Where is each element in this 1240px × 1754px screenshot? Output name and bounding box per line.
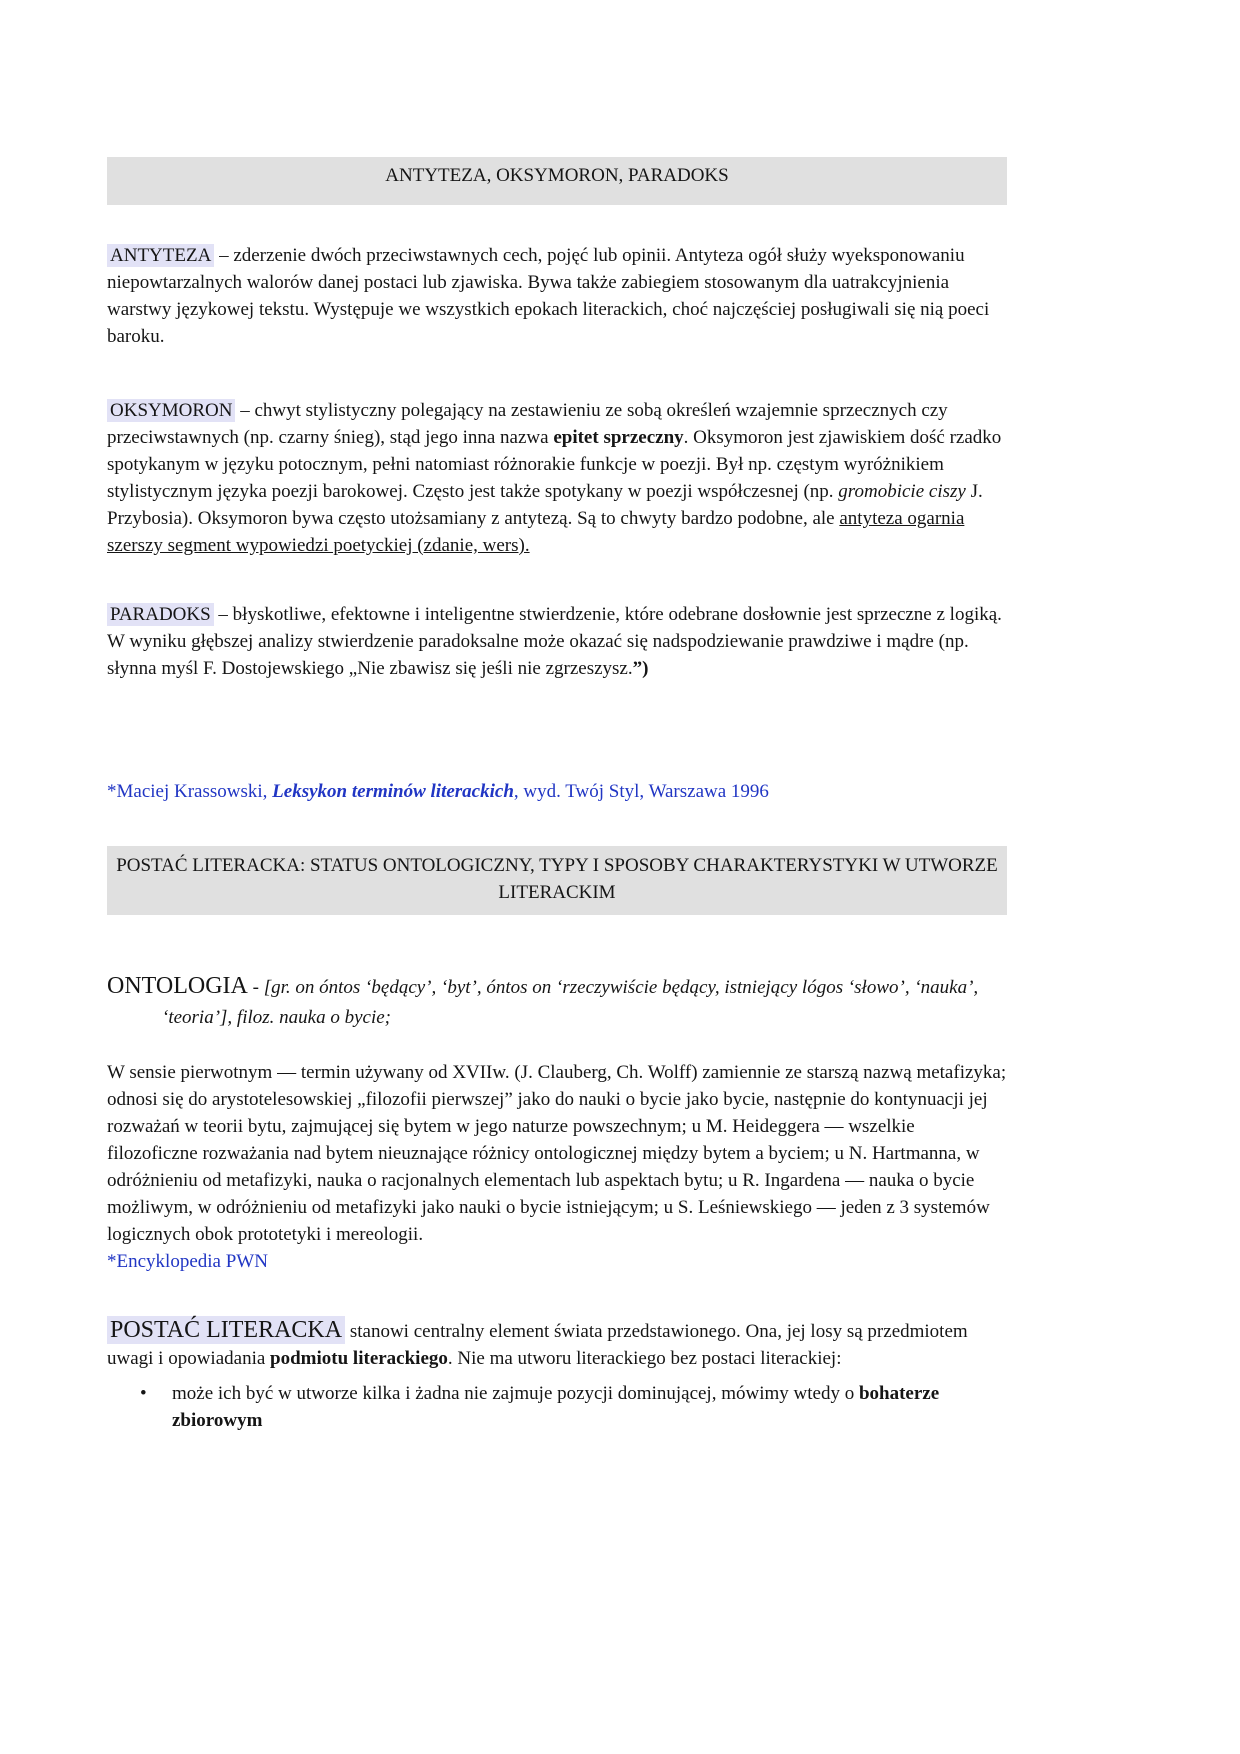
bullet-icon: • [140, 1383, 147, 1404]
oksymoron-bold-epitet: epitet sprzeczny [553, 427, 684, 448]
citation-krassowski-prefix: *Maciej Krassowski, [107, 781, 273, 802]
ontologia-definition-text: [gr. on óntos ‘będący’, ‘byt’, óntos on ‘rzeczywiście będący, istniejący lógos ‘słowo’, ‘nauka’, ‘teoria’], filoz. nauka o bycie; [162, 977, 979, 1028]
term-ontologia: ONTOLOGIA [107, 973, 248, 999]
citation-encyklopedia-pwn [107, 1248, 1007, 1275]
paragraph-ontologia-body [107, 1059, 1007, 1248]
bullet-item-text [172, 1380, 1007, 1434]
antyteza-body: – zderzenie dwóch przeciwstawnych cech, pojęć lub opinii. Antyteza ogół służy wyeksponowaniu niepowtarzalnych walorów danej postaci lub zjawiska. Bywa także zabiegiem stosowanym dla uatrakcyjnienia warstwy językowej tekstu. Występuje we wszystkich epokach literackich, choć najczęściej posługiwali się nią poeci baroku. [107, 245, 990, 347]
term-oksymoron: OKSYMORON [107, 399, 235, 422]
paragraph-oksymoron [107, 397, 1007, 559]
citation-pwn-text: *Encyklopedia PWN [107, 1251, 268, 1272]
postac-body-1: stanowi centralny element świata przedstawionego. Ona, jej losy są przedmiotem uwagi i opowiadania [107, 1321, 968, 1369]
section-header-tropes [107, 157, 1007, 205]
bullet-item-bohater-zbiorowy [107, 1380, 1007, 1434]
paradoks-body: – błyskotliwe, efektowne i inteligentne stwierdzenie, które odebrane dosłownie jest sprzeczne z logiką. W wyniku głębszej analizy stwierdzenie paradoksalne może okazać się nadspodziewanie prawdziwe i mądre (np. słynna myśl F. Dostojewskiego „Nie zbawisz się jeśli nie zgrzeszysz. [107, 604, 1002, 679]
oksymoron-body-2: . Oksymoron jest zjawiskiem dość rzadko spotykanym w języku potocznym, pełni natomiast różnorakie funkcje w poezji. Był np. częstym wyróżnikiem stylistycznym języka poezji barokowej. Często jest także spotykany w poezji współczesnej (np. [107, 427, 1002, 502]
oksymoron-underlined-clause: antyteza ogarnia szerszy segment wypowiedzi poetyckiej (zdanie, wers). [107, 508, 965, 556]
bullet-body-1: może ich być w utworze kilka i żadna nie zajmuje pozycji dominującej, mówimy wtedy o [172, 1383, 859, 1404]
paragraph-ontologia-definition [107, 971, 1007, 1033]
citation-krassowski [107, 778, 1007, 805]
oksymoron-body-1: – chwyt stylistyczny polegający na zestawieniu ze sobą określeń wzajemnie sprzecznych czy przeciwstawnych (np. czarny śnieg), stąd jego inna nazwa [107, 400, 948, 448]
term-antyteza: ANTYTEZA [107, 244, 214, 267]
document-content [107, 157, 1007, 1434]
citation-krassowski-book-title: Leksykon terminów literackich [272, 781, 514, 802]
paragraph-paradoks [107, 601, 1007, 682]
term-postac-literacka: POSTAĆ LITERACKA [107, 1316, 345, 1344]
ontologia-separator: - [247, 977, 264, 998]
postac-bold-podmiot: podmiotu literackiego [270, 1348, 448, 1369]
citation-krassowski-suffix: , wyd. Twój Styl, Warszawa 1996 [513, 781, 769, 802]
term-paradoks: PARADOKS [107, 603, 214, 626]
section-header-postac-literacka [107, 846, 1007, 915]
oksymoron-body-3: J. Przybosia). Oksymoron bywa często utożsamiany z antytezą. Są to chwyty bardzo podobne, ale [107, 481, 983, 529]
paradoks-closing-quote: ”) [632, 658, 649, 679]
oksymoron-italic-gromobicie: gromobicie ciszy [838, 481, 966, 502]
section-header-postac-title: POSTAĆ LITERACKA: STATUS ONTOLOGICZNY, TYPY I SPOSOBY CHARAKTERYSTYKI W UTWORZE LITERACKIM [116, 855, 998, 903]
section-header-tropes-title: ANTYTEZA, OKSYMORON, PARADOKS [385, 165, 729, 186]
bullet-bold-bohater: bohaterze zbiorowym [172, 1383, 940, 1431]
paragraph-antyteza [107, 242, 1007, 350]
paragraph-postac-literacka [107, 1317, 1007, 1372]
ontologia-body-text: W sensie pierwotnym — termin używany od XVIIw. (J. Clauberg, Ch. Wolff) zamiennie ze starszą nazwą metafizyka; odnosi się do arystotelesowskiej „filozofii pierwszej” jako do nauki o bycie jako bycie, następnie do kontynuacji jej rozważań w teorii bytu, zajmującej się bytem w jego naturze powszechnym; u M. Heideggera — wszelkie filozoficzne rozważania nad bytem nieuznające różnicy ontologicznej między bytem a byciem; u N. Hartmanna, w odróżnieniu od metafizyki, nauka o racjonalnych elementach lub aspektach bytu; u R. Ingardena — nauka o bycie możliwym, w odróżnieniu od metafizyki jako nauki o bycie istniejącym; u S. Leśniewskiego — jeden z 3 systemów logicznych obok prototetyki i mereologii. [107, 1062, 1007, 1245]
postac-body-2: . Nie ma utworu literackiego bez postaci literackiej: [447, 1348, 842, 1369]
